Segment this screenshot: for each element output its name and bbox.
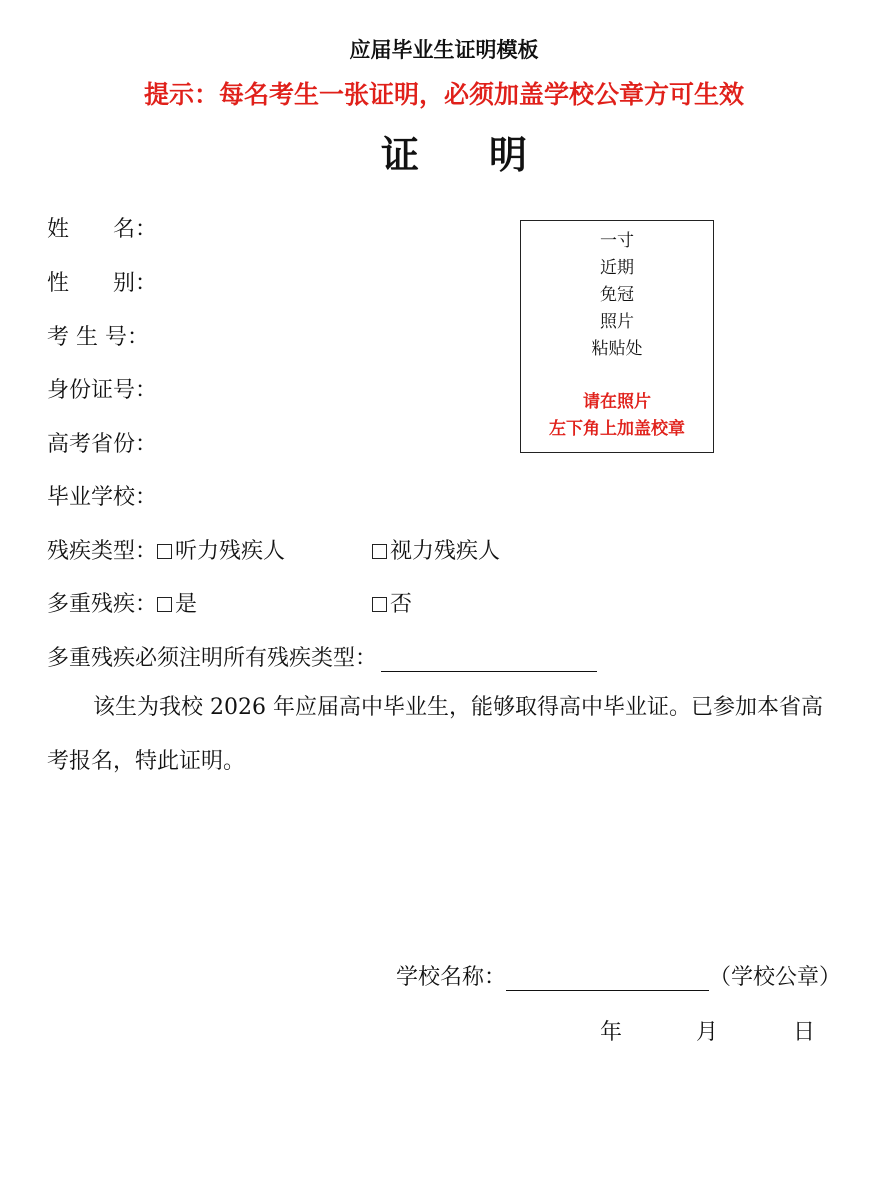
certificate-title xyxy=(381,124,527,179)
field-id-number-label: 身份证号： xyxy=(47,378,158,403)
date-year: 年 xyxy=(600,1020,623,1045)
yes-checkbox[interactable] xyxy=(157,597,172,612)
multi-note-row xyxy=(47,641,597,672)
hearing-option-label: 听力残疾人 xyxy=(175,539,286,564)
photo-line-4: 照片 xyxy=(600,312,634,332)
no-checkbox[interactable] xyxy=(372,597,387,612)
certificate-paragraph-line2: 考报名，特此证明。 xyxy=(47,749,246,774)
seal-note: （学校公章） xyxy=(709,965,842,990)
disability-type-row xyxy=(47,534,285,565)
photo-hint-line-1: 请在照片 xyxy=(583,392,651,412)
photo-line-1: 一寸 xyxy=(600,231,634,251)
field-gender-label: 性 别： xyxy=(47,271,158,296)
multi-disability-row xyxy=(47,587,197,618)
no-option xyxy=(372,587,412,618)
date-day: 日 xyxy=(793,1020,816,1045)
notice-text: 提示：每名考生一张证明，必须加盖学校公章方可生效 xyxy=(143,80,744,109)
no-option-label: 否 xyxy=(390,592,413,617)
school-name-label: 学校名称： xyxy=(396,965,507,990)
field-province-label: 高考省份： xyxy=(47,432,158,457)
photo-line-5: 粘贴处 xyxy=(591,339,643,359)
photo-line-3: 免冠 xyxy=(600,285,634,305)
multi-note-blank[interactable] xyxy=(381,647,597,672)
field-multi-disability-label: 多重残疾： xyxy=(47,592,158,617)
certificate-paragraph-line1: 该生为我校 2026 年应届高中毕业生，能够取得高中毕业证。已参加本省高 xyxy=(93,695,823,720)
vision-option xyxy=(372,534,500,565)
yes-option-label: 是 xyxy=(175,592,198,617)
school-name-blank[interactable] xyxy=(506,966,709,991)
field-exam-number-label: 考 生 号： xyxy=(47,325,149,350)
date-month: 月 xyxy=(696,1020,719,1045)
multi-note-label: 多重残疾必须注明所有残疾类型： xyxy=(47,646,378,671)
vision-option-label: 视力残疾人 xyxy=(390,539,501,564)
hearing-checkbox[interactable] xyxy=(157,544,172,559)
document-heading: 应届毕业生证明模板 xyxy=(349,37,539,62)
certificate-title-part2: 明 xyxy=(489,132,528,177)
photo-placeholder xyxy=(520,220,714,453)
photo-hint-line-2: 左下角上加盖校章 xyxy=(549,419,685,439)
field-name-label: 姓 名： xyxy=(47,217,158,242)
certificate-title-part1: 证 xyxy=(381,132,420,177)
field-disability-type-label: 残疾类型： xyxy=(47,539,158,564)
photo-line-2: 近期 xyxy=(600,258,634,278)
vision-checkbox[interactable] xyxy=(372,544,387,559)
school-name-row xyxy=(396,960,841,991)
field-school-label: 毕业学校： xyxy=(47,485,158,510)
